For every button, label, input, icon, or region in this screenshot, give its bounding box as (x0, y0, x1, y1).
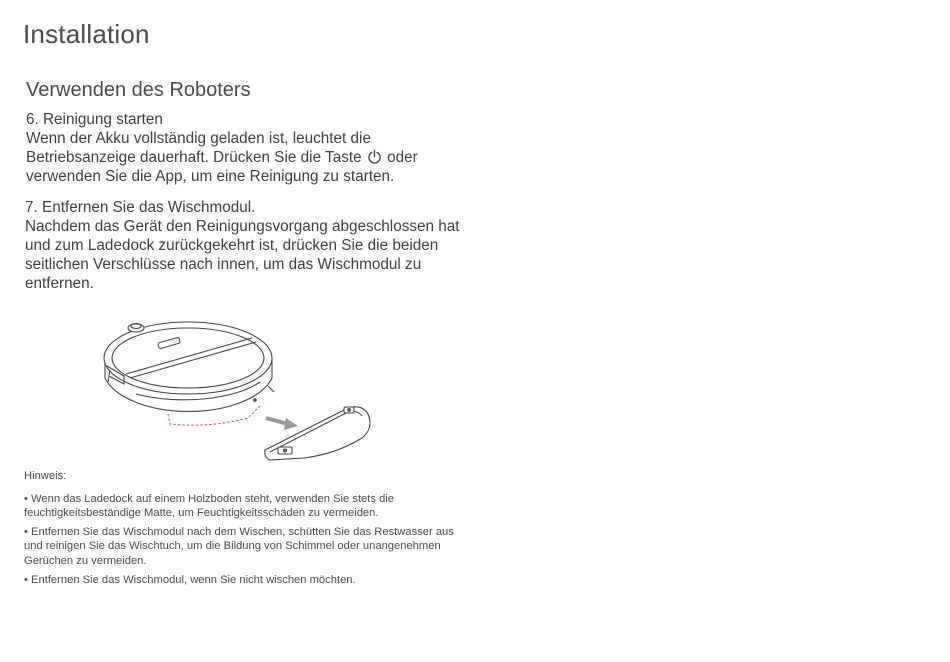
step-6-body (26, 129, 466, 186)
note-item: • Entfernen Sie das Wischmodul nach dem Wischen, schütten Sie das Restwasser aus und reinigen Sie das Wischtuch, um die Bildung von Schimmel oder unangenehmen Gerüchen zu vermeiden. (24, 525, 454, 567)
removal-arrow-icon (266, 418, 298, 430)
step-6 (26, 110, 466, 186)
step-7 (25, 198, 465, 293)
step-6-heading: 6. Reinigung starten (26, 111, 163, 128)
page-title: Installation (23, 19, 150, 49)
notes-label: Hinweis: (24, 470, 67, 482)
step-6-text-after-icon: oder verwenden Sie die App, um eine Reinigung zu starten. (26, 149, 418, 185)
step-6-text-before-icon: Wenn der Akku vollständig geladen ist, leuchtet die Betriebsanzeige dauerhaft. Drücken Sie die Taste (26, 130, 371, 166)
robot-vacuum-illustration (104, 322, 274, 411)
power-icon (367, 149, 382, 164)
step-7-body: Nachdem das Gerät den Reinigungsvorgang abgeschlossen hat und zum Ladedock zurückgekehrt ist, drücken Sie die beiden seitlichen Verschlüsse nach innen, um das Wischmodul zu entfernen. (25, 218, 460, 292)
section-title: Verwenden des Roboters (26, 79, 251, 101)
note-item: • Wenn das Ladedock auf einem Holzboden steht, verwenden Sie stets die feuchtigkeitsbeständige Matte, um Feuchtigkeitsschäden zu vermeiden. (24, 492, 395, 520)
notes-section (24, 469, 454, 591)
step-7-heading: 7. Entfernen Sie das Wischmodul. (25, 199, 256, 216)
note-item: • Entfernen Sie das Wischmodul, wenn Sie nicht wischen möchten. (24, 573, 356, 586)
robot-mop-removal-illustration (100, 316, 380, 466)
mop-module-illustration (265, 407, 370, 460)
